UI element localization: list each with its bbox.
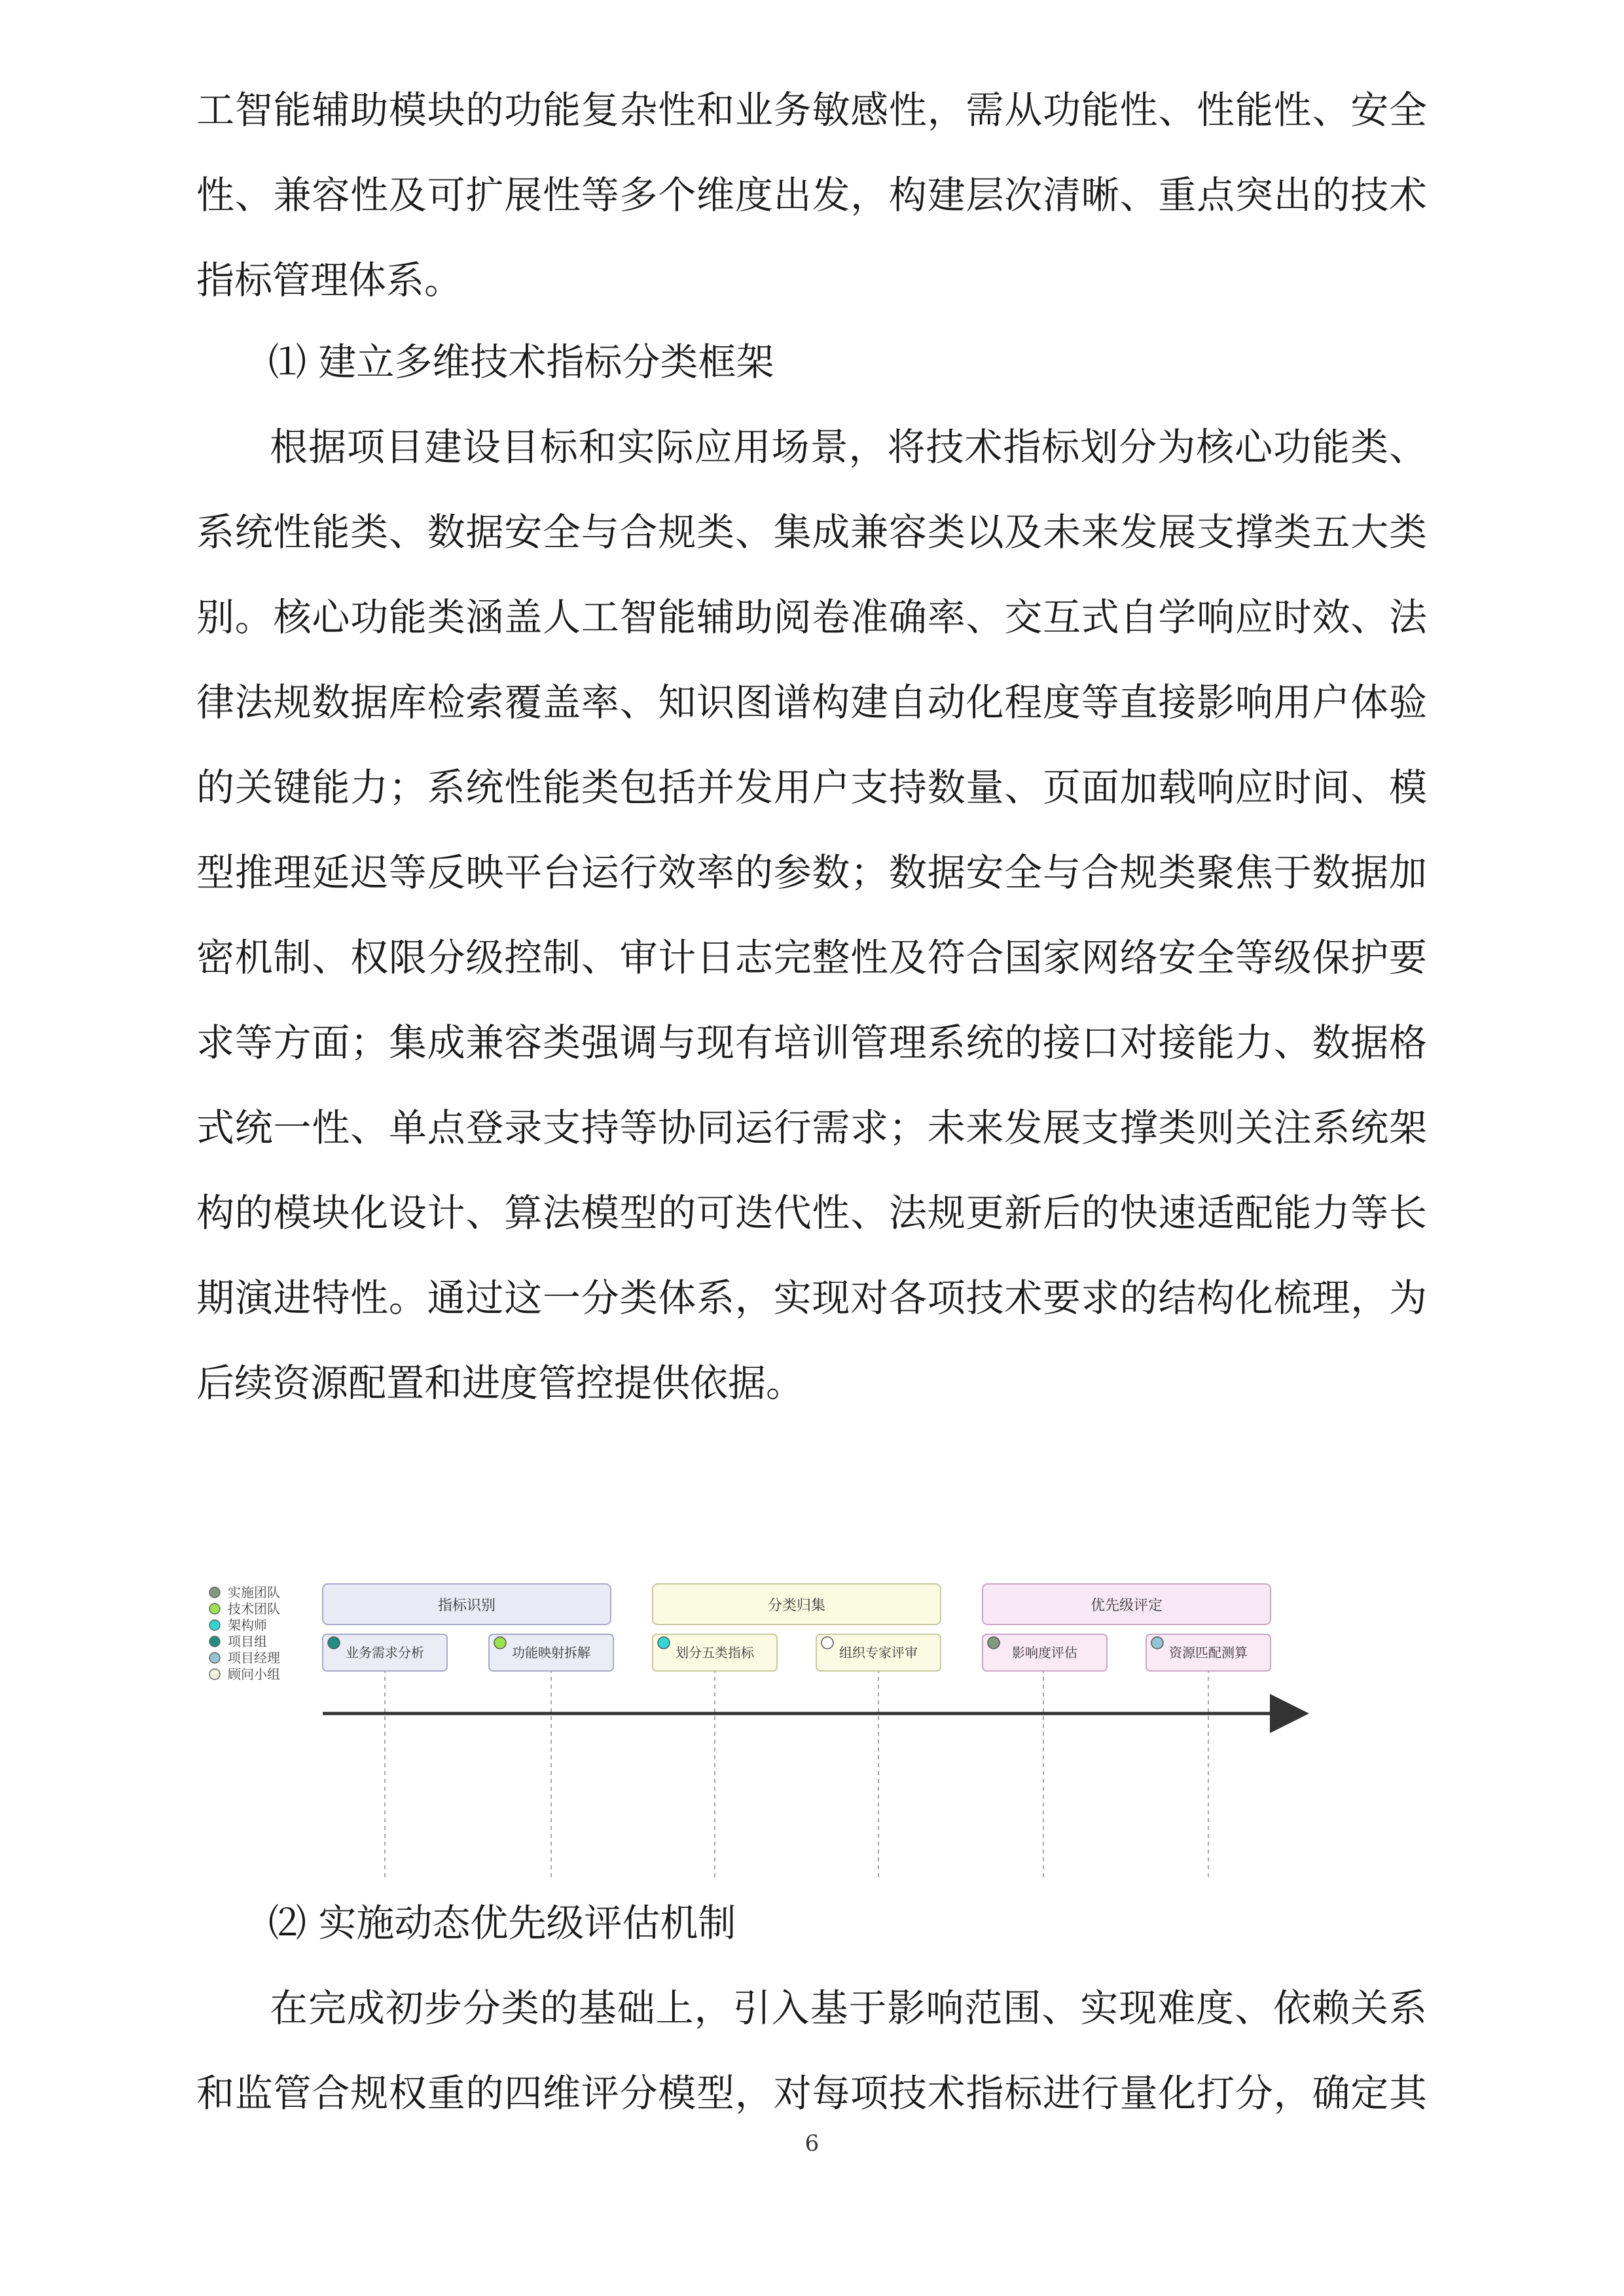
legend-label: 实施团队 [228, 1585, 280, 1600]
legend-dot-icon [209, 1636, 220, 1647]
paragraph-1-line: 性、兼容性及可扩展性等多个维度出发，构建层次清晰、重点突出的技术 [196, 173, 1427, 217]
task-label: 业务需求分析 [346, 1645, 424, 1660]
paragraph-2-line: 后续资源配置和进度管控提供依据。 [196, 1361, 804, 1405]
task-box [983, 1634, 1107, 1671]
legend-dot-icon [209, 1653, 220, 1663]
legend-item [209, 1601, 280, 1617]
paragraph-2-line: 构的模块化设计、算法模型的可迭代性、法规更新后的快速适配能力等长 [196, 1191, 1427, 1235]
paragraph-2-line: 的关键能力；系统性能类包括并发用户支持数量、页面加载响应时间、模 [196, 765, 1427, 810]
paragraph-3-line: 和监管合规权重的四维评分模型，对每项技术指标进行量化打分，确定其 [196, 2071, 1427, 2115]
section-heading-1: ⑴ 建立多维技术指标分类框架 [268, 340, 774, 384]
paragraph-2-line: 密机制、权限分级控制、审计日志完整性及符合国家网络安全等级保护要 [196, 935, 1427, 980]
legend-label: 顾问小组 [228, 1666, 280, 1682]
task-label: 资源匹配测算 [1169, 1645, 1248, 1660]
task-label: 划分五类指标 [676, 1645, 754, 1660]
page-number: 6 [804, 2130, 820, 2157]
section-heading-2: ⑵ 实施动态优先级评估机制 [268, 1901, 736, 1945]
paragraph-2-line: 系统性能类、数据安全与合规类、集成兼容类以及未来发展支撑类五大类 [196, 510, 1427, 554]
guide-lines [385, 1669, 1208, 1878]
paragraph-2-line: 根据项目建设目标和实际应用场景，将技术指标划分为核心功能类、 [270, 425, 1427, 469]
legend-dot-icon [209, 1669, 220, 1679]
paragraph-2-line: 求等方面；集成兼容类强调与现有培训管理系统的接口对接能力、数据格 [196, 1020, 1427, 1065]
legend-item [209, 1650, 280, 1666]
task-label: 影响度评估 [1012, 1645, 1077, 1660]
paragraph-2-line: 期演进特性。通过这一分类体系，实现对各项技术要求的结构化梳理，为 [196, 1276, 1427, 1320]
assignee-dot-icon [988, 1637, 1000, 1649]
task-box [1146, 1634, 1271, 1671]
legend-item [209, 1634, 267, 1649]
phase-box [323, 1584, 611, 1624]
assignee-dot-icon [494, 1637, 506, 1649]
assignee-dot-icon [1151, 1637, 1163, 1649]
legend-label: 项目经理 [228, 1650, 280, 1666]
timeline-diagram [196, 1571, 1348, 1885]
phase-label: 指标识别 [437, 1598, 496, 1614]
legend-item [209, 1585, 280, 1600]
paragraph-1-line: 指标管理体系。 [196, 258, 463, 302]
legend-dot-icon [209, 1587, 220, 1598]
task-box [816, 1634, 941, 1671]
phase-box [983, 1584, 1271, 1624]
legend [209, 1585, 280, 1682]
task-box [653, 1634, 777, 1671]
paragraph-2-line: 别。核心功能类涵盖人工智能辅助阅卷准确率、交互式自学响应时效、法 [196, 595, 1427, 639]
phase-box [653, 1584, 941, 1624]
paragraph-1-line: 工智能辅助模块的功能复杂性和业务敏感性，需从功能性、性能性、安全 [196, 88, 1427, 132]
legend-item [209, 1666, 280, 1682]
task-label: 组织专家评审 [839, 1645, 918, 1660]
legend-label: 项目组 [228, 1634, 267, 1649]
paragraph-3-line: 在完成初步分类的基础上，引入基于影响范围、实现难度、依赖关系 [270, 1986, 1427, 2030]
legend-item [209, 1617, 267, 1633]
phase-label: 优先级评定 [1090, 1598, 1163, 1614]
legend-label: 架构师 [228, 1617, 267, 1633]
legend-label: 技术团队 [228, 1601, 280, 1617]
task-label: 功能映射拆解 [512, 1645, 590, 1660]
legend-dot-icon [209, 1620, 220, 1630]
paragraph-2-line: 式统一性、单点登录支持等协同运行需求；未来发展支撑类则关注系统架 [196, 1105, 1427, 1150]
paragraph-2-line: 律法规数据库检索覆盖率、知识图谱构建自动化程度等直接影响用户体验 [196, 680, 1427, 725]
task-box [489, 1634, 613, 1671]
assignee-dot-icon [658, 1637, 670, 1649]
paragraph-2-line: 型推理延迟等反映平台运行效率的参数；数据安全与合规类聚焦于数据加 [196, 850, 1427, 895]
legend-dot-icon [209, 1604, 220, 1614]
task-box [323, 1634, 447, 1671]
phase-label: 分类归集 [767, 1598, 826, 1614]
assignee-dot-icon [821, 1637, 833, 1649]
assignee-dot-icon [328, 1637, 340, 1649]
